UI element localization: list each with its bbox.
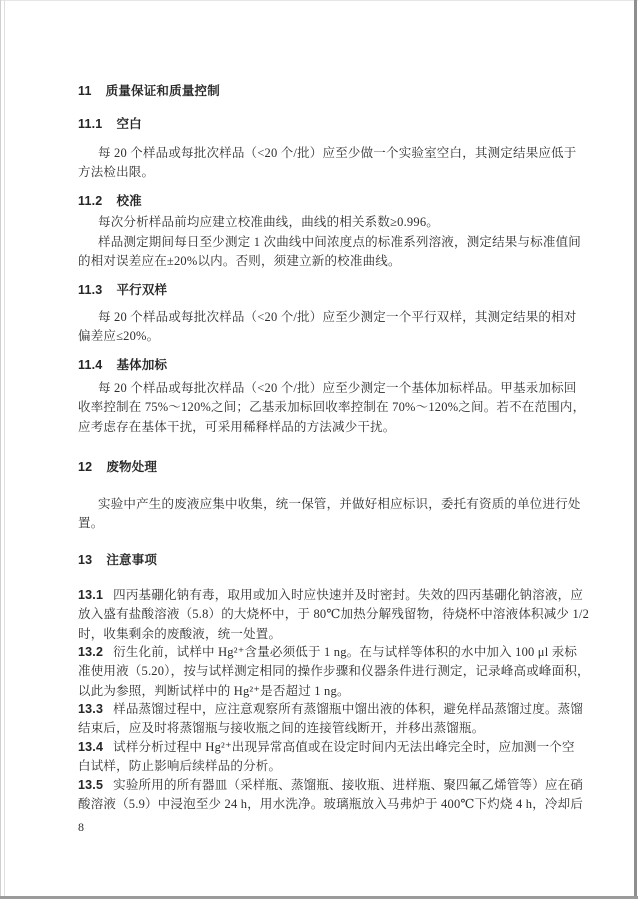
paragraph-line: 应考虑存在基体干扰，可采用稀释样品的方法减少干扰。	[78, 419, 396, 434]
paragraph	[78, 495, 581, 534]
clause-13-3	[78, 700, 584, 739]
section-heading-11-2	[78, 192, 562, 211]
paragraph-line	[78, 586, 584, 605]
section-number: 11.1	[78, 117, 103, 131]
paragraph-line: 每 20 个样品或每批次样品（<20 个/批）应至少测定一个基体加标样品。甲基汞加标回	[98, 381, 577, 395]
clause-number: 13.5	[78, 778, 104, 792]
page-edge-left-inner	[4, 0, 5, 899]
clause-text: 衍生化前，试样中 Hg²⁺含量必须低于 1 ng。在与试样等体积的水中加入 100 μl 汞标	[113, 645, 578, 659]
page-edge-left-outer	[0, 0, 1, 899]
paragraph-line	[78, 738, 575, 757]
clause-13-5	[78, 776, 584, 815]
paragraph	[78, 233, 582, 272]
paragraph-line: 方法检出限。	[78, 165, 155, 180]
section-title: 注意事项	[106, 553, 158, 567]
paragraph-line: 偏差应≤20%。	[78, 329, 160, 344]
clause-number: 13.3	[78, 702, 104, 716]
section-title: 废物处理	[106, 460, 158, 474]
clause-text: 四丙基硼化钠有毒，取用或加入时应快速并及时密封。失效的四丙基硼化钠溶液，应	[113, 588, 584, 602]
paragraph	[78, 144, 577, 183]
page-edge-right	[634, 0, 637, 899]
paragraph-line: 准使用液（5.20），按与试样测定相同的操作步骤和仪器条件进行测定，记录峰高或峰面积，	[78, 664, 590, 679]
paragraph-line: 每 20 个样品或每批次样品（<20 个/批）应至少测定一个平行双样，其测定结果的相对	[98, 310, 577, 324]
page-edge-top	[0, 0, 638, 1]
paragraph	[78, 213, 562, 232]
clause-13-2	[78, 643, 590, 701]
paragraph-line: 以此为参照，判断试样中的 Hg²⁺是否超过 1 ng。	[78, 683, 350, 698]
section-heading-11-4	[78, 356, 562, 375]
section-number: 13	[78, 553, 93, 567]
paragraph-line	[78, 700, 584, 719]
section-title: 基体加标	[116, 358, 168, 372]
section-title: 质量保证和质量控制	[105, 84, 220, 98]
section-number: 11.4	[78, 358, 103, 372]
section-title: 平行双样	[116, 283, 168, 297]
section-heading-12	[78, 458, 562, 477]
paragraph-line	[78, 776, 584, 795]
clause-text: 实验所用的所有器皿（采样瓶、蒸馏瓶、接收瓶、进样瓶、聚四氟乙烯管等）应在硝	[113, 778, 584, 792]
clause-text: 试样分析过程中 Hg²⁺出现异常高值或在设定时间内无法出峰完全时，应加测一个空	[113, 740, 575, 754]
paragraph-line: 收率控制在 75%～120%之间；乙基汞加标回收率控制在 70%～120%之间。若不在范围内，	[78, 400, 586, 415]
paragraph-line: 每次分析样品前均应建立校准曲线，曲线的相关系数≥0.996。	[98, 215, 439, 229]
paragraph-line: 时，收集剩余的废酸液，统一处置。	[78, 626, 282, 641]
paragraph	[78, 379, 586, 437]
paragraph-line: 放入盛有盐酸溶液（5.8）的大烧杯中，于 80℃加热分解残留物，待烧杯中溶液体积减少 1/2	[78, 607, 590, 622]
paragraph-line: 实验中产生的废液应集中收集，统一保管，并做好相应标识，委托有资质的单位进行处	[98, 497, 581, 511]
paragraph-line: 每 20 个样品或每批次样品（<20 个/批）应至少做一个实验室空白，其测定结果应低于	[98, 146, 577, 160]
clause-number: 13.4	[78, 740, 104, 754]
page-number: 8	[78, 820, 84, 834]
section-number: 12	[78, 460, 93, 474]
clause-13-1	[78, 586, 590, 644]
clause-number: 13.1	[78, 588, 104, 602]
section-heading-11-1	[78, 115, 562, 134]
paragraph-line: 置。	[78, 516, 104, 531]
paragraph-line: 白试样，防止影响后续样品的分析。	[78, 759, 282, 774]
section-heading-13	[78, 551, 562, 570]
section-number: 11.2	[78, 194, 103, 208]
paragraph-line	[78, 643, 578, 662]
section-number: 11.3	[78, 283, 103, 297]
section-number: 11	[78, 84, 92, 98]
paragraph	[78, 308, 577, 347]
clause-text: 样品蒸馏过程中，应注意观察所有蒸馏瓶中馏出液的体积，避免样品蒸馏过度。蒸馏	[113, 702, 584, 716]
paragraph-line: 酸溶液（5.9）中浸泡至少 24 h，用水洗净。玻璃瓶放入马弗炉于 400℃下灼烧 4 h，冷却后	[78, 797, 584, 812]
section-title: 空白	[116, 117, 142, 131]
section-title: 校准	[116, 194, 142, 208]
clause-number: 13.2	[78, 645, 104, 659]
section-heading-11	[78, 82, 562, 101]
clause-13-4	[78, 738, 575, 777]
section-heading-11-3	[78, 281, 562, 300]
paragraph-line: 样品测定期间每日至少测定 1 次曲线中间浓度点的标准系列溶液，测定结果与标准值间	[98, 235, 582, 249]
paragraph-line: 的相对误差应在±20%以内。否则，须建立新的校准曲线。	[78, 254, 401, 269]
paragraph-line: 结束后，应及时将蒸馏瓶与接收瓶之间的连接管线断开，并移出蒸馏瓶。	[78, 721, 485, 736]
